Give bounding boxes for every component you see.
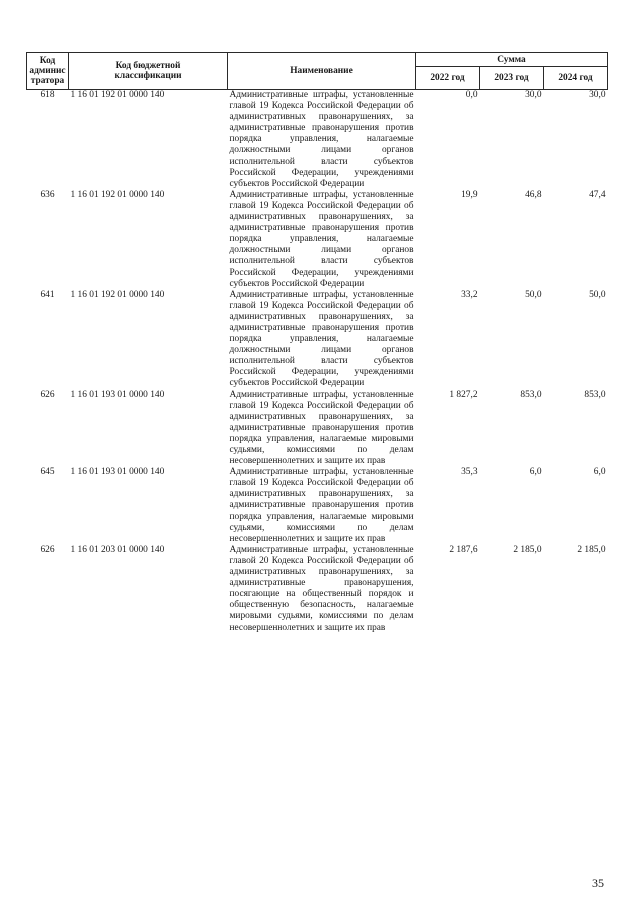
cell-name: Административные штрафы, установленные главой 20 Кодекса Российской Федерации об административных правонарушениях, за административные правонарушения, посягающие на общественный порядок и общественную безопасность, налагаемые мировыми судьями, комиссиями по делам несовершеннолетних и защите их прав: [229, 544, 414, 633]
table-row: [27, 290, 608, 390]
cell-2024: 853,0: [584, 389, 606, 400]
page-number: 35: [592, 876, 604, 890]
cell-name: Административные штрафы, установленные главой 19 Кодекса Российской Федерации об административных правонарушениях, за административные правонарушения против порядка управления, налагаемые мировыми судьями, комиссиями по делам несовершеннолетних и защите их прав: [229, 467, 414, 544]
cell-name: Административные штрафы, установленные главой 19 Кодекса Российской Федерации об административных правонарушениях, за административные правонарушения против порядка управления, налагаемые должностными лицами органов исполнительной власти субъектов Российской Федерации, учреждениями субъектов Российской Федерации: [229, 289, 414, 389]
cell-name: Административные штрафы, установленные главой 19 Кодекса Российской Федерации об административных правонарушениях, за административные правонарушения против порядка управления, налагаемые должностными лицами органов исполнительной власти субъектов Российской Федерации, учреждениями субъектов Российской Федерации: [229, 189, 414, 289]
header-year-2022: 2022 год: [416, 67, 480, 90]
header-sum: Сумма: [416, 53, 608, 67]
header-year-2023: 2023 год: [480, 67, 544, 90]
cell-kbk: 1 16 01 193 01 0000 140: [70, 467, 165, 478]
table-row: [27, 90, 608, 190]
cell-admin-code: 626: [40, 544, 55, 555]
cell-admin-code: 641: [40, 289, 55, 300]
cell-kbk: 1 16 01 192 01 0000 140: [70, 90, 165, 100]
cell-admin-code: 636: [40, 189, 55, 200]
table-row: [27, 545, 608, 634]
table-row: [27, 390, 608, 468]
cell-2022: 33,2: [461, 289, 478, 300]
cell-2023: 853,0: [520, 389, 542, 400]
header-admin-code: [27, 53, 69, 90]
cell-name: Административные штрафы, установленные главой 19 Кодекса Российской Федерации об административных правонарушениях, за административные правонарушения против порядка управления, налагаемые должностными лицами органов исполнительной власти субъектов Российской Федерации, учреждениями субъектов Российской Федерации: [229, 90, 414, 189]
cell-2024: 30,0: [589, 90, 606, 100]
header-year-2024: 2024 год: [544, 67, 608, 90]
header-kbk-line: Код бюджетной: [115, 61, 181, 71]
cell-2023: 6,0: [529, 467, 542, 478]
header-admin-code-line: тратора: [30, 76, 65, 86]
cell-kbk: 1 16 01 203 01 0000 140: [70, 544, 165, 555]
cell-admin-code: 618: [40, 90, 55, 100]
cell-2023: 50,0: [525, 289, 542, 300]
table-row: [27, 467, 608, 545]
cell-2024: 6,0: [593, 467, 606, 478]
cell-2024: 50,0: [589, 289, 606, 300]
cell-2022: 19,9: [461, 189, 478, 200]
header-kbk: [69, 53, 228, 90]
cell-kbk: 1 16 01 192 01 0000 140: [70, 289, 165, 300]
cell-admin-code: 626: [40, 389, 55, 400]
cell-2022: 2 187,6: [449, 544, 478, 555]
table-row: [27, 190, 608, 290]
cell-2023: 30,0: [525, 90, 542, 100]
cell-kbk: 1 16 01 192 01 0000 140: [70, 189, 165, 200]
cell-2023: 46,8: [525, 189, 542, 200]
header-name: Наименование: [228, 53, 416, 90]
cell-2022: 1 827,2: [449, 389, 478, 400]
header-admin-code-line: админис: [29, 66, 66, 76]
cell-kbk: 1 16 01 193 01 0000 140: [70, 389, 165, 400]
budget-revenue-table: [26, 52, 608, 634]
cell-2022: 0,0: [465, 90, 478, 100]
header-admin-code-line: Код: [39, 56, 56, 66]
cell-2023: 2 185,0: [513, 544, 542, 555]
cell-admin-code: 645: [40, 467, 55, 478]
header-kbk-line: классификации: [114, 71, 182, 81]
cell-2022: 35,3: [461, 467, 478, 478]
cell-name: Административные штрафы, установленные главой 19 Кодекса Российской Федерации об административных правонарушениях, за административные правонарушения против порядка управления, налагаемые мировыми судьями, комиссиями по делам несовершеннолетних и защите их прав: [229, 389, 414, 467]
cell-2024: 2 185,0: [577, 544, 606, 555]
cell-2024: 47,4: [589, 189, 606, 200]
